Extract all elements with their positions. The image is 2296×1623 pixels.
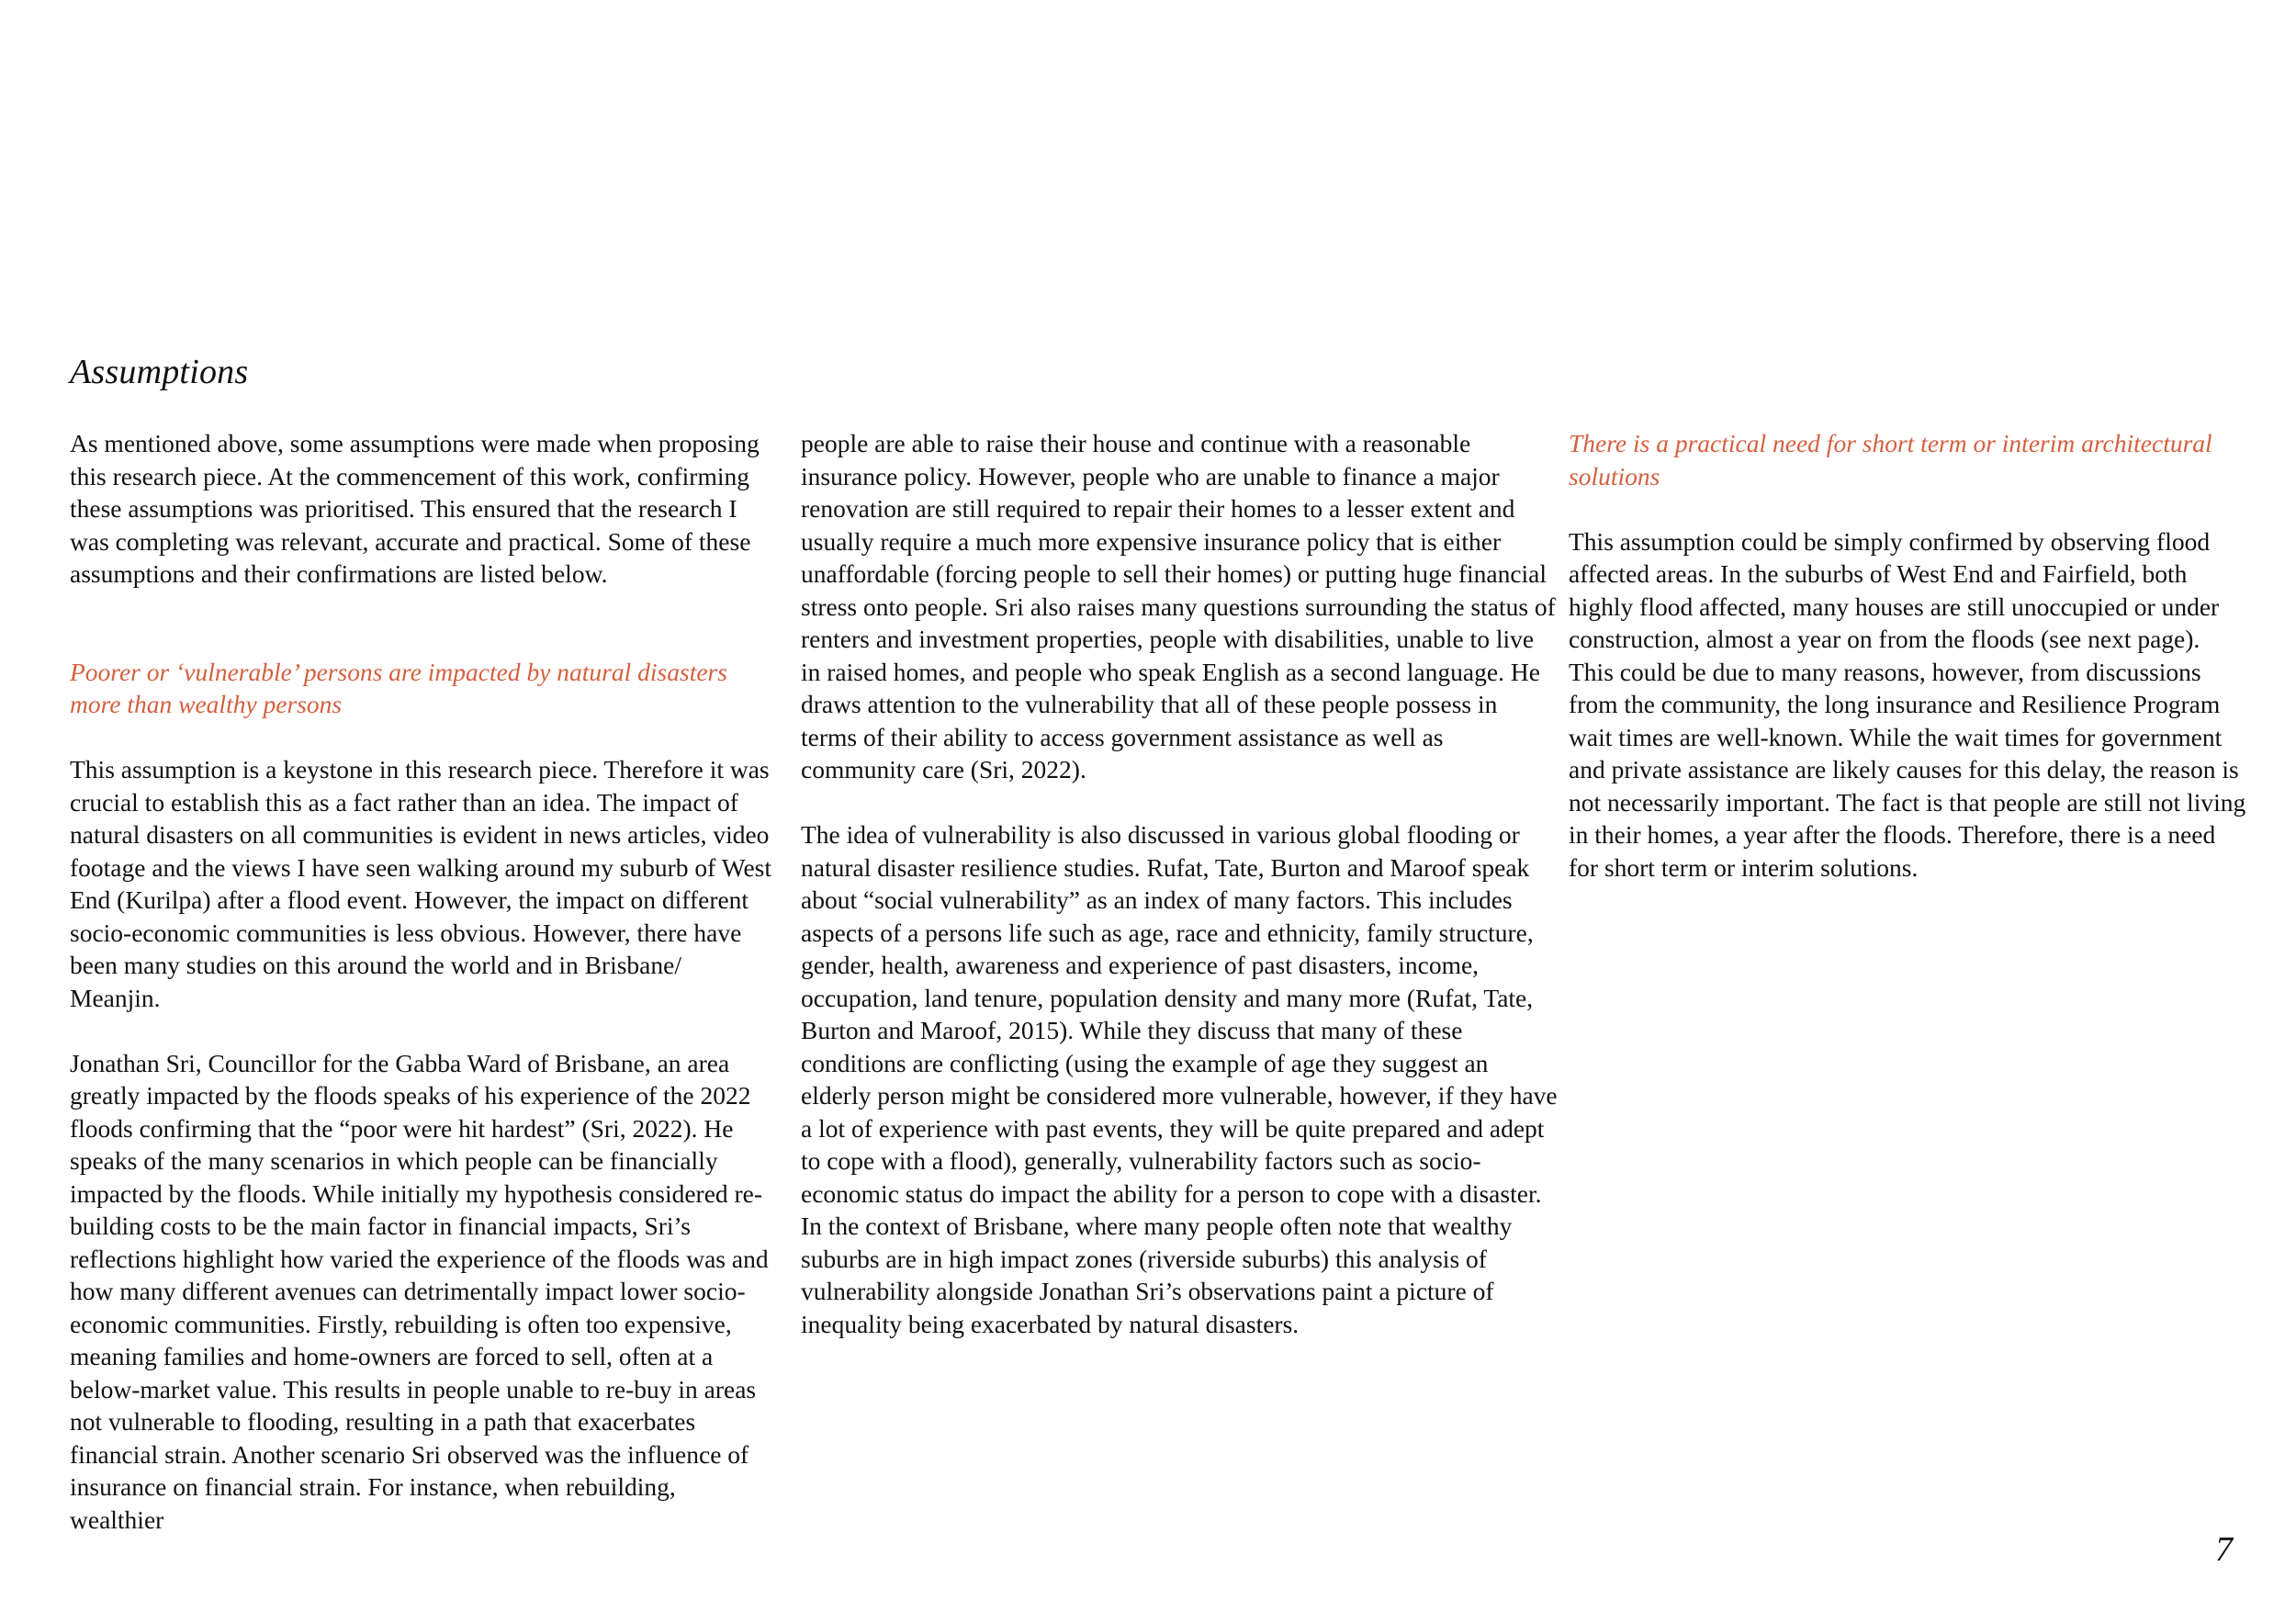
intro-paragraph: As mentioned above, some assumptions were made when proposing this research piece. At the commencement of this work, confirming these assumptions was prioritised. This ensured that the research I was completing was relevant, accurate and practical. Some of these assumptions and their confirmations are listed below.	[70, 429, 760, 588]
text-column-1	[70, 427, 773, 1536]
assumption-1-heading: Poorer or ‘vulnerable’ persons are impacted by natural disasters more than wealthy persons	[70, 657, 727, 718]
assumption-1-paragraph-1: This assumption is a keystone in this research piece. Therefore it was crucial to establish this as a fact rather than an idea. The impact of natural disasters on all communities is evident in news articles, video footage and the views I have seen walking around my suburb of West End (Kurilpa) after a flood event. However, the impact on different socio-economic communities is less obvious. However, there have been many studies on this around the world and in Brisbane/ Meanjin.	[70, 755, 772, 1012]
assumption-1-paragraph-3: people are able to raise their house and continue with a reasonable insurance policy. However, people who are unable to finance a major renovation are still required to repair their homes to a lesser extent and usually require a much more expensive insurance policy that is either unaffordable (forcing people to sell their homes) or putting huge financial stress onto people. Sri also raises many questions surrounding the status of renters and investment properties, people with disabilities, unable to live in raised homes, and people who speak English as a second language. He draws attention to the vulnerability that all of these people possess in terms of their ability to access government assistance as well as community care (Sri, 2022).	[801, 429, 1556, 783]
assumption-1-paragraph-2: Jonathan Sri, Councillor for the Gabba Ward of Brisbane, an area greatly impacted by the floods speaks of his experience of the 2022 floods confirming that the “poor were hit hardest” (Sri, 2022). He speaks of the many scenarios in which people can be financially impacted by the floods. While initially my hypothesis considered re-building costs to be the main factor in financial impacts, Sri’s reflections highlight how varied the experience of the floods was and how many different avenues can detrimentally impact lower socio-economic communities. Firstly, rebuilding is often too expensive, meaning families and home-owners are forced to sell, often at a below-market value. This results in people unable to re-buy in areas not vulnerable to flooding, resulting in a path that exacerbates financial strain. Another scenario Sri observed was the influence of insurance on financial strain. For instance, when rebuilding, wealthier	[70, 1048, 769, 1534]
page-number: 7	[2215, 1530, 2233, 1569]
text-column-3	[1569, 427, 2248, 884]
assumption-1-paragraph-4: The idea of vulnerability is also discussed in various global flooding or natural disaster resilience studies. Rufat, Tate, Burton and Maroof speak about “social vulnerability” as an index of many factors. This includes aspects of a persons life such as age, race and ethnicity, family structure, gender, health, awareness and experience of past disasters, income, occupation, land tenure, population density and many more (Rufat, Tate, Burton and Maroof, 2015). While they discuss that many of these conditions are conflicting (using the example of age they suggest an elderly person might be considered more vulnerable, however, if they have a lot of experience with past events, they will be quite prepared and adept to cope with a flood), generally, vulnerability factors such as socio-economic status do impact the ability for a person to cope with a disaster. In the context of Brisbane, where many people often note that wealthy suburbs are in high impact zones (riverside suburbs) this analysis of vulnerability alongside Jonathan Sri’s observations paint a picture of inequality being exacerbated by natural disasters.	[801, 820, 1558, 1338]
assumption-2-heading: There is a practical need for short term or interim architectural solutions	[1569, 429, 2212, 490]
assumption-2-paragraph: This assumption could be simply confirmed by observing flood affected areas. In the suburbs of West End and Fairfield, both highly flood affected, many houses are still unoccupied or under construction, almost a year on from the floods (see next page). This could be due to many reasons, however, from discussions from the community, the long insurance and Resilience Program wait times are well-known. While the wait times for government and private assistance are likely causes for this delay, the reason is not necessarily important. The fact is that people are still not living in their homes, a year after the floods. Therefore, there is a need for short term or interim solutions.	[1569, 526, 2246, 882]
section-heading: Assumptions	[70, 353, 249, 391]
text-column-2	[801, 427, 1558, 1340]
